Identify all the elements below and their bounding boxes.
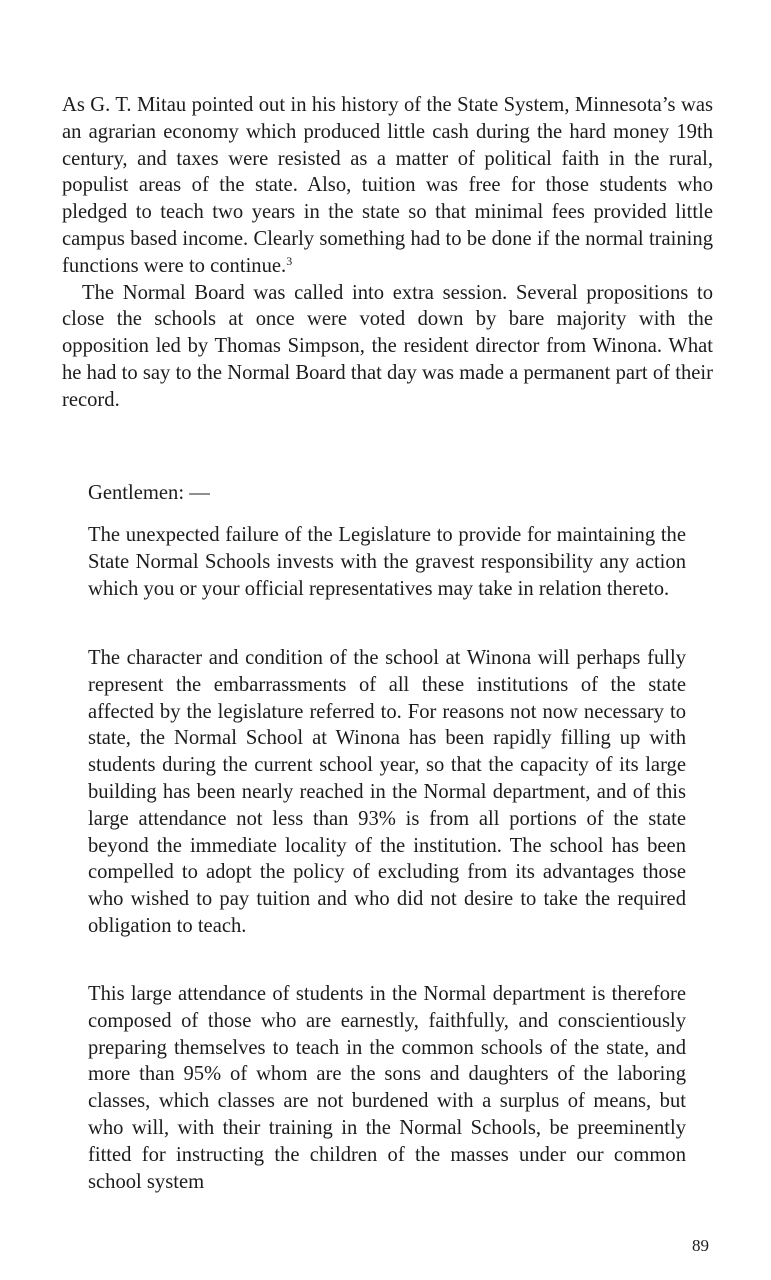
quote-paragraph-3: [88, 981, 686, 1195]
quote-salutation: Gentlemen: —: [88, 482, 210, 504]
quote-paragraph-2-text: The character and condition of the school at Winona will perhaps fully represent the embarrassments of all these institutions of the state affected by the legislature referred to. For reasons not now necessary to state, the Normal School at Winona has been rapidly filling up with students during the current school year, so that the capacity of its large building has been nearly reached in the Normal department, and of this large attendance not less than 93% is from all portions of the state beyond the immediate locality of the institution. The school has been compelled to adopt the policy of excluding from its advantages those who wished to pay tuition and who did not desire to take the required obligation to teach.: [88, 647, 686, 937]
quote-paragraph-1: [88, 522, 686, 602]
paragraph-mitau: [62, 92, 713, 280]
body-text: [62, 92, 713, 414]
footnote-marker: 3: [286, 253, 293, 268]
page-number: 89: [692, 1236, 709, 1255]
quote-paragraph-2: [88, 645, 686, 940]
paragraph-mitau-text: As G. T. Mitau pointed out in his history of the State System, Minnesota’s was an agrarian economy which produced little cash during the hard money 19th century, and taxes were resisted as a matter of political faith in the rural, populist areas of the state. Also, tuition was free for those students who pledged to teach two years in the state so that minimal fees provided little campus based income. Clearly something had to be done if the normal training functions were to continue.: [62, 94, 713, 277]
quote-paragraph-3-text: This large attendance of students in the Normal department is therefore composed of those who are earnestly, faithfully, and conscientiously preparing themselves to teach in the common schools of the state, and more than 95% of whom are the sons and daughters of the laboring classes, which classes are not burdened with a surplus of means, but who will, with their training in the Normal Schools, be preeminently fitted for instructing the children of the masses under our common school system: [88, 983, 686, 1193]
paragraph-normal-board: The Normal Board was called into extra session. Several propositions to close the schools at once were voted down by bare majority with the opposition led by Thomas Simpson, the resident director from Winona. What he had to say to the Normal Board that day was made a permanent part of their record.: [62, 281, 713, 411]
quote-paragraph-1-text: The unexpected failure of the Legislature to provide for maintaining the State Normal Schools invests with the gravest responsibility any action which you or your official representatives may take in relation thereto.: [88, 524, 686, 600]
